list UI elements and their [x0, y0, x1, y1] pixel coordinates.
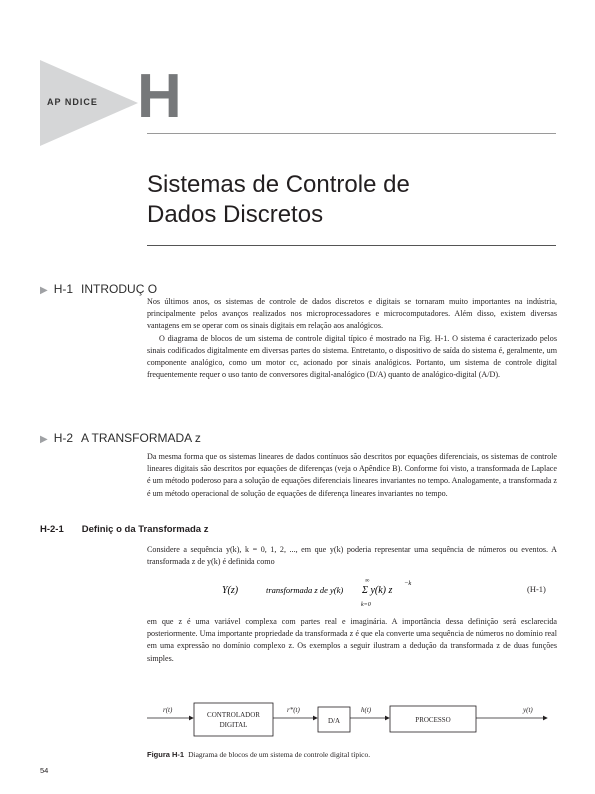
signal-input-label: r(t) [163, 706, 173, 714]
section-arrow-icon: ▶ [40, 434, 48, 445]
equation-middle: transformada z de y(k) [266, 585, 344, 595]
figure-label: Figura H-1 [147, 750, 185, 759]
section-title: A TRANSFORMADA z [81, 431, 201, 445]
section-h2-body [147, 451, 557, 500]
da-label: D/A [327, 717, 341, 725]
section-h1-body [147, 296, 557, 381]
section-number: H-1 [53, 282, 74, 296]
subsection-title: Definiç o da Transformada z [81, 524, 209, 535]
appendix-letter: H [137, 62, 182, 131]
equation-h1 [222, 577, 462, 614]
paragraph: O diagrama de blocos de um sistema de controle digital típico é mostrado na Fig. H-1. O sistema é caracterizado pelos sinais codificados digitalmente em diversas partes do sistema. Entretanto, o dispositivo de saída do sistema é, geralmente, um componente analógico, como um motor cc, acionado por sinais analógicos. Portanto, um sistema de controle digital frequentemente requer o uso tanto de conversores digital-analógico (D/A) quanto de analógico-digital (A/D). [147, 333, 557, 380]
subsection-intro [147, 544, 557, 568]
equation-number: (H-1) [527, 584, 546, 594]
paragraph: em que z é uma variável complexa com partes real e imaginária. A importância dessa definição será esclarecida posteriormente. Uma importante propriedade da transformada z é que ela converte uma sequência de números no domínio real em uma expressão no domínio complexo z. Os exemplos a seguir ilustram a dedução da transformada z de duas funções simples. [147, 617, 557, 663]
block-diagram [147, 698, 557, 744]
section-arrow-icon: ▶ [40, 285, 48, 296]
figure-caption [147, 750, 370, 759]
equation-graphic [222, 577, 462, 611]
page-number: 54 [40, 766, 49, 775]
equation-lhs: Y(z) [222, 585, 239, 596]
subsection-number: H-2-1 [40, 524, 64, 535]
chapter-title-line2: Dados Discretos [147, 201, 324, 228]
chapter-title-line1: Sistemas de Controle de [147, 171, 410, 198]
chapter-title [147, 170, 557, 230]
signal-hold-label: h(t) [361, 706, 372, 714]
section-title: INTRODUÇ O [81, 282, 158, 296]
subsection-heading [40, 524, 208, 535]
header-rule [147, 133, 556, 134]
controller-block [194, 703, 273, 736]
section-heading-h1 [40, 282, 157, 296]
signal-output-label: y(t) [523, 706, 533, 714]
section-number: H-2 [53, 431, 74, 445]
controller-label-line1: CONTROLADOR [207, 711, 260, 719]
equation-rhs: Σ y(k) z [362, 585, 393, 596]
title-rule [147, 245, 556, 246]
section-heading-h2 [40, 431, 201, 445]
controller-label-line2: DIGITAL [219, 721, 248, 729]
figure-caption-text: Diagrama de blocos de um sistema de controle digital típico. [188, 750, 371, 759]
paragraph: Considere a sequência y(k), k = 0, 1, 2, ..., em que y(k) poderia representar uma sequência de números ou eventos. A transformada z de y(k) é definida como [147, 545, 557, 567]
equation-exponent: −k [404, 580, 412, 587]
paragraph: Da mesma forma que os sistemas lineares de dados contínuos são descritos por equações diferenciais, os sistemas de controle lineares digitais são descritos por equações de diferenças (veja o Apêndice B). Conforme foi visto, a transformada de Laplace é um método poderoso para a solução de equações diferenciais lineares invariantes no tempo. Analogamente, a transformada z é um método operacional de solução de equações de diferença lineares invariantes no tempo. [147, 452, 557, 498]
subsection-after [147, 616, 557, 665]
paragraph: Nos últimos anos, os sistemas de controle de dados discretos e digitais se tornaram muito importantes na indústria, principalmente pelos avanços realizados nos microprocessadores e microcomputadores. Além disso, existem diversas vantagens em se operar com os sinais digitais em relação aos analógicos. [147, 297, 557, 331]
equation-sum-lower: k=0 [361, 602, 371, 608]
appendix-label: AP NDICE [47, 97, 98, 107]
equation-sum-upper: ∞ [365, 578, 370, 584]
process-label: PROCESSO [415, 716, 451, 724]
signal-sampled-label: r*(t) [287, 706, 300, 714]
